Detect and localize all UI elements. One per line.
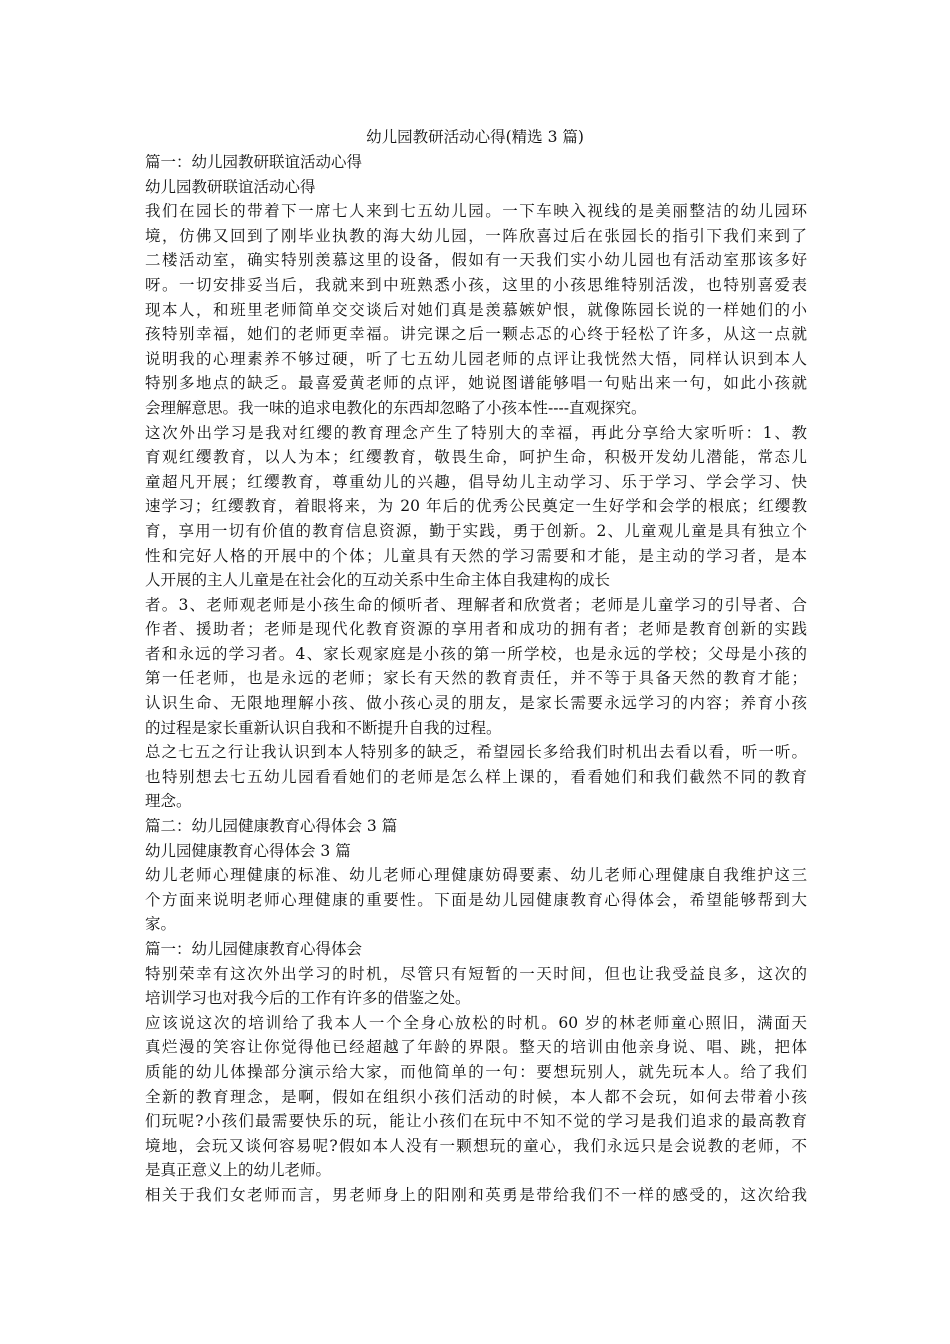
- text-line: 们玩呢?小孩们最需要快乐的玩，能让小孩们在玩中不知不觉的学习是我们追求的最高教育: [145, 1112, 807, 1131]
- text-line: 个方面来说明老师心理健康的重要性。下面是幼儿园健康教育心得体会，希望能够帮到大: [145, 890, 807, 909]
- text-line: 现本人，和班里老师简单交交谈后对她们真是羡慕嫉妒恨，就像陈园长说的一样她们的小: [145, 300, 807, 319]
- text-line: 篇一：幼儿园健康教育心得体会: [145, 940, 363, 958]
- text-line: 特别多地点的缺乏。最喜爱黄老师的点评，她说图谱能够唱一句贴出来一句，如此小孩就: [145, 374, 807, 393]
- text-line: 性和完好人格的开展中的个体；儿童具有天然的学习需要和才能，是主动的学习者，是本: [145, 546, 807, 565]
- text-line: 第一任老师，也是永远的老师；家长有天然的教育责任，并不等于具备天然的教育才能；: [145, 669, 807, 688]
- text-line: 者和永远的学习者。4、家长观家庭是小孩的第一所学校，也是永远的学校；父母是小孩的: [145, 644, 807, 663]
- text-line: 呀。一切安排妥当后，我就来到中班熟悉小孩，这里的小孩思维特别活泼，也特别喜爱表: [145, 275, 807, 294]
- text-line: 者。3、老师观老师是小孩生命的倾听者、理解者和欣赏者；老师是儿童学习的引导者、合: [145, 595, 807, 614]
- text-line: 境地，会玩又谈何容易呢?假如本人没有一颗想玩的童心，我们永远只是会说教的老师，不: [145, 1136, 807, 1155]
- text-line: 幼儿老师心理健康的标准、幼儿老师心理健康妨碍要素、幼儿老师心理健康自我维护这三: [145, 866, 807, 885]
- text-line: 也特别想去七五幼儿园看看她们的老师是怎么样上课的，看看她们和我们截然不同的教育: [145, 767, 807, 786]
- text-line: 全新的教育理念，是啊，假如在组织小孩们活动的时候，本人都不会玩，如何去带着小孩: [145, 1087, 807, 1106]
- text-line: 会理解意思。我一味的追求电教化的东西却忽略了小孩本性----直观探究。: [145, 398, 647, 417]
- text-line: 童超凡开展；红缨教育，尊重幼儿的兴趣，倡导幼儿主动学习、乐于学习、学会学习、快: [145, 472, 807, 491]
- text-line: 的过程是家长重新认识自我和不断提升自我的过程。: [145, 718, 502, 737]
- text-line: 理念。: [145, 792, 192, 811]
- text-line: 人开展的主人儿童是在社会化的互动关系中生命主体自我建构的成长: [145, 571, 611, 590]
- text-line: 二楼活动室，确实特别羡慕这里的设备，假如有一天我们实小幼儿园也有活动室那该多好: [145, 251, 807, 270]
- text-line: 相关于我们女老师而言，男老师身上的阳刚和英勇是带给我们不一样的感受的，这次给我: [145, 1185, 807, 1204]
- text-line: 篇一：幼儿园教研联谊活动心得: [145, 153, 363, 171]
- text-line: 速学习；红缨教育，着眼将来，为 20 年后的优秀公民奠定一生好学和会学的根底；红缨教: [145, 497, 807, 516]
- text-line: 我们在园长的带着下一席七人来到七五幼儿园。一下车映入视线的是美丽整洁的幼儿园环: [145, 202, 807, 221]
- document-title: 幼儿园教研活动心得(精选 3 篇): [366, 128, 584, 146]
- text-line: 育观红缨教育，以人为本；红缨教育，敬畏生命，呵护生命，积极开发幼儿潜能，常态儿: [145, 448, 807, 467]
- text-line: 特别荣幸有这次外出学习的时机，尽管只有短暂的一天时间，但也让我受益良多，这次的: [145, 964, 807, 983]
- text-line: 幼儿园教研联谊活动心得: [145, 177, 316, 196]
- text-line: 真烂漫的笑容让你觉得他已经超越了年龄的界限。整天的培训由他亲身说、唱、跳，把体: [145, 1038, 807, 1057]
- text-line: 育，享用一切有价值的教育信息资源，勤于实践，勇于创新。2、儿童观儿童是具有独立个: [145, 521, 807, 540]
- text-line: 应该说这次的培训给了我本人一个全身心放松的时机。60 岁的林老师童心照旧，满面天: [145, 1013, 807, 1032]
- text-line: 认识生命、无限地理解小孩、做小孩心灵的朋友，是家长需要永远学习的内容；养育小孩: [145, 694, 807, 713]
- text-line: 是真正意义上的幼儿老师。: [145, 1161, 332, 1180]
- text-line: 说明我的心理素养不够过硬，听了七五幼儿园老师的点评让我恍然大悟，同样认识到本人: [145, 349, 807, 368]
- document-body: [145, 150, 807, 1208]
- text-line: 篇二：幼儿园健康教育心得体会 3 篇: [145, 817, 398, 836]
- text-line: 孩特别幸福，她们的老师更幸福。讲完课之后一颗忐忑的心终于轻松了许多，从这一点就: [145, 325, 807, 344]
- text-line: 作者、援助者；老师是现代化教育资源的享用者和成功的拥有者；老师是教育创新的实践: [145, 620, 807, 639]
- text-line: 培训学习也对我今后的工作有许多的借鉴之处。: [145, 989, 471, 1008]
- text-line: 家。: [145, 915, 177, 934]
- text-line: 总之七五之行让我认识到本人特别多的缺乏，希望园长多给我们时机出去看以看，听一听。: [145, 743, 807, 762]
- text-line: 质能的幼儿体操部分演示给大家，而他简单的一句：要想玩别人，就先玩本人。给了我们: [145, 1062, 807, 1081]
- text-line: 幼儿园健康教育心得体会 3 篇: [145, 841, 351, 860]
- text-line: 境，仿佛又回到了刚毕业执教的海大幼儿园，一阵欣喜过后在张园长的指引下我们来到了: [145, 226, 807, 245]
- text-line: 这次外出学习是我对红缨的教育理念产生了特别大的幸福，再此分享给大家听听：1、教: [145, 423, 807, 442]
